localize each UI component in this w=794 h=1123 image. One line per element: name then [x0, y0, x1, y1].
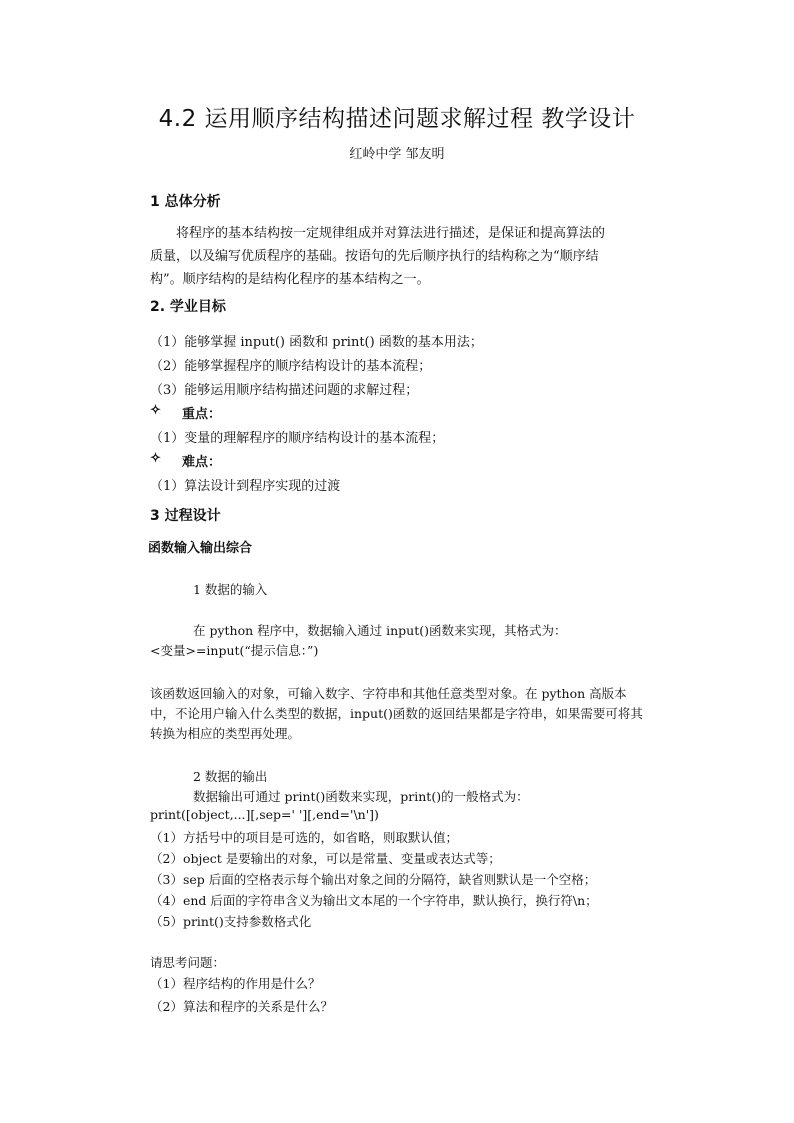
section-1-heading: 1 总体分析 [150, 194, 221, 210]
output-item: （3）sep 后面的空格表示每个输出对象之间的分隔符，缺省则默认是一个空格； [150, 872, 597, 887]
output-description: 数据输出可通过 print()函数来实现，print()的一般格式为： [193, 789, 529, 804]
key-point-item: （1）变量的理解程序的顺序结构设计的基本流程； [150, 431, 445, 446]
output-item: （2）object 是要输出的对象，可以是常量、变量或表达式等； [150, 851, 501, 866]
input-title: 1 数据的输入 [193, 582, 268, 597]
input-format: <变量>=input(“提示信息：”) [150, 643, 319, 658]
diamond-icon: ✧ [150, 451, 161, 466]
output-item: （4）end 后面的字符串含义为输出文本尾的一个字符串，默认换行，换行符\n； [150, 893, 598, 908]
output-title: 2 数据的输出 [193, 769, 268, 784]
section-2-heading: 2. 学业目标 [150, 299, 226, 315]
output-item: （1）方括号中的项目是可选的，如省略，则取默认值； [150, 830, 458, 845]
input-paragraph-line: 该函数返回输入的对象，可输入数字、字符串和其他任意类型对象。在 python 高版本 [150, 686, 627, 701]
section-3-heading: 3 过程设计 [150, 508, 221, 524]
section-1-line: 质量，以及编写优质程序的基础。按语句的先后顺序执行的结构称之为“顺序结 [150, 249, 599, 264]
section-3-subheading: 函数输入输出综合 [148, 541, 253, 556]
output-format: print([object,...][,sep=' '][,end='\n']) [150, 807, 379, 822]
question-item: （1）程序结构的作用是什么？ [150, 976, 321, 991]
section-1-line: 构”。顺序结构的是结构化程序的基本结构之一。 [150, 272, 430, 287]
difficult-point-item: （1）算法设计到程序实现的过渡 [150, 479, 341, 494]
questions-title: 请思考问题： [150, 955, 226, 970]
goal-item: （3）能够运用顺序结构描述问题的求解过程； [150, 383, 419, 398]
input-paragraph-line: 转换为相应的类型再处理。 [150, 726, 301, 741]
difficult-points-label: 难点： [182, 455, 222, 470]
key-points-label: 重点： [182, 407, 222, 422]
goal-item: （1）能够掌握 input() 函数和 print() 函数的基本用法； [150, 335, 483, 350]
diamond-icon: ✧ [150, 403, 161, 418]
section-1-line: 将程序的基本结构按一定规律组成并对算法进行描述，是保证和提高算法的 [176, 226, 606, 241]
input-paragraph-line: 中，不论用户输入什么类型的数据，input()函数的返回结果都是字符串，如果需要可将其 [150, 706, 643, 721]
goal-item: （2）能够掌握程序的顺序结构设计的基本流程； [150, 359, 432, 374]
document-author: 红岭中学 邹友明 [349, 147, 445, 162]
input-description: 在 python 程序中，数据输入通过 input()函数来实现，其格式为： [193, 623, 567, 638]
output-item: （5）print()支持参数格式化 [150, 914, 312, 929]
document-title: 4.2 运用顺序结构描述问题求解过程 教学设计 [158, 106, 636, 132]
question-item: （2）算法和程序的关系是什么？ [150, 999, 333, 1014]
